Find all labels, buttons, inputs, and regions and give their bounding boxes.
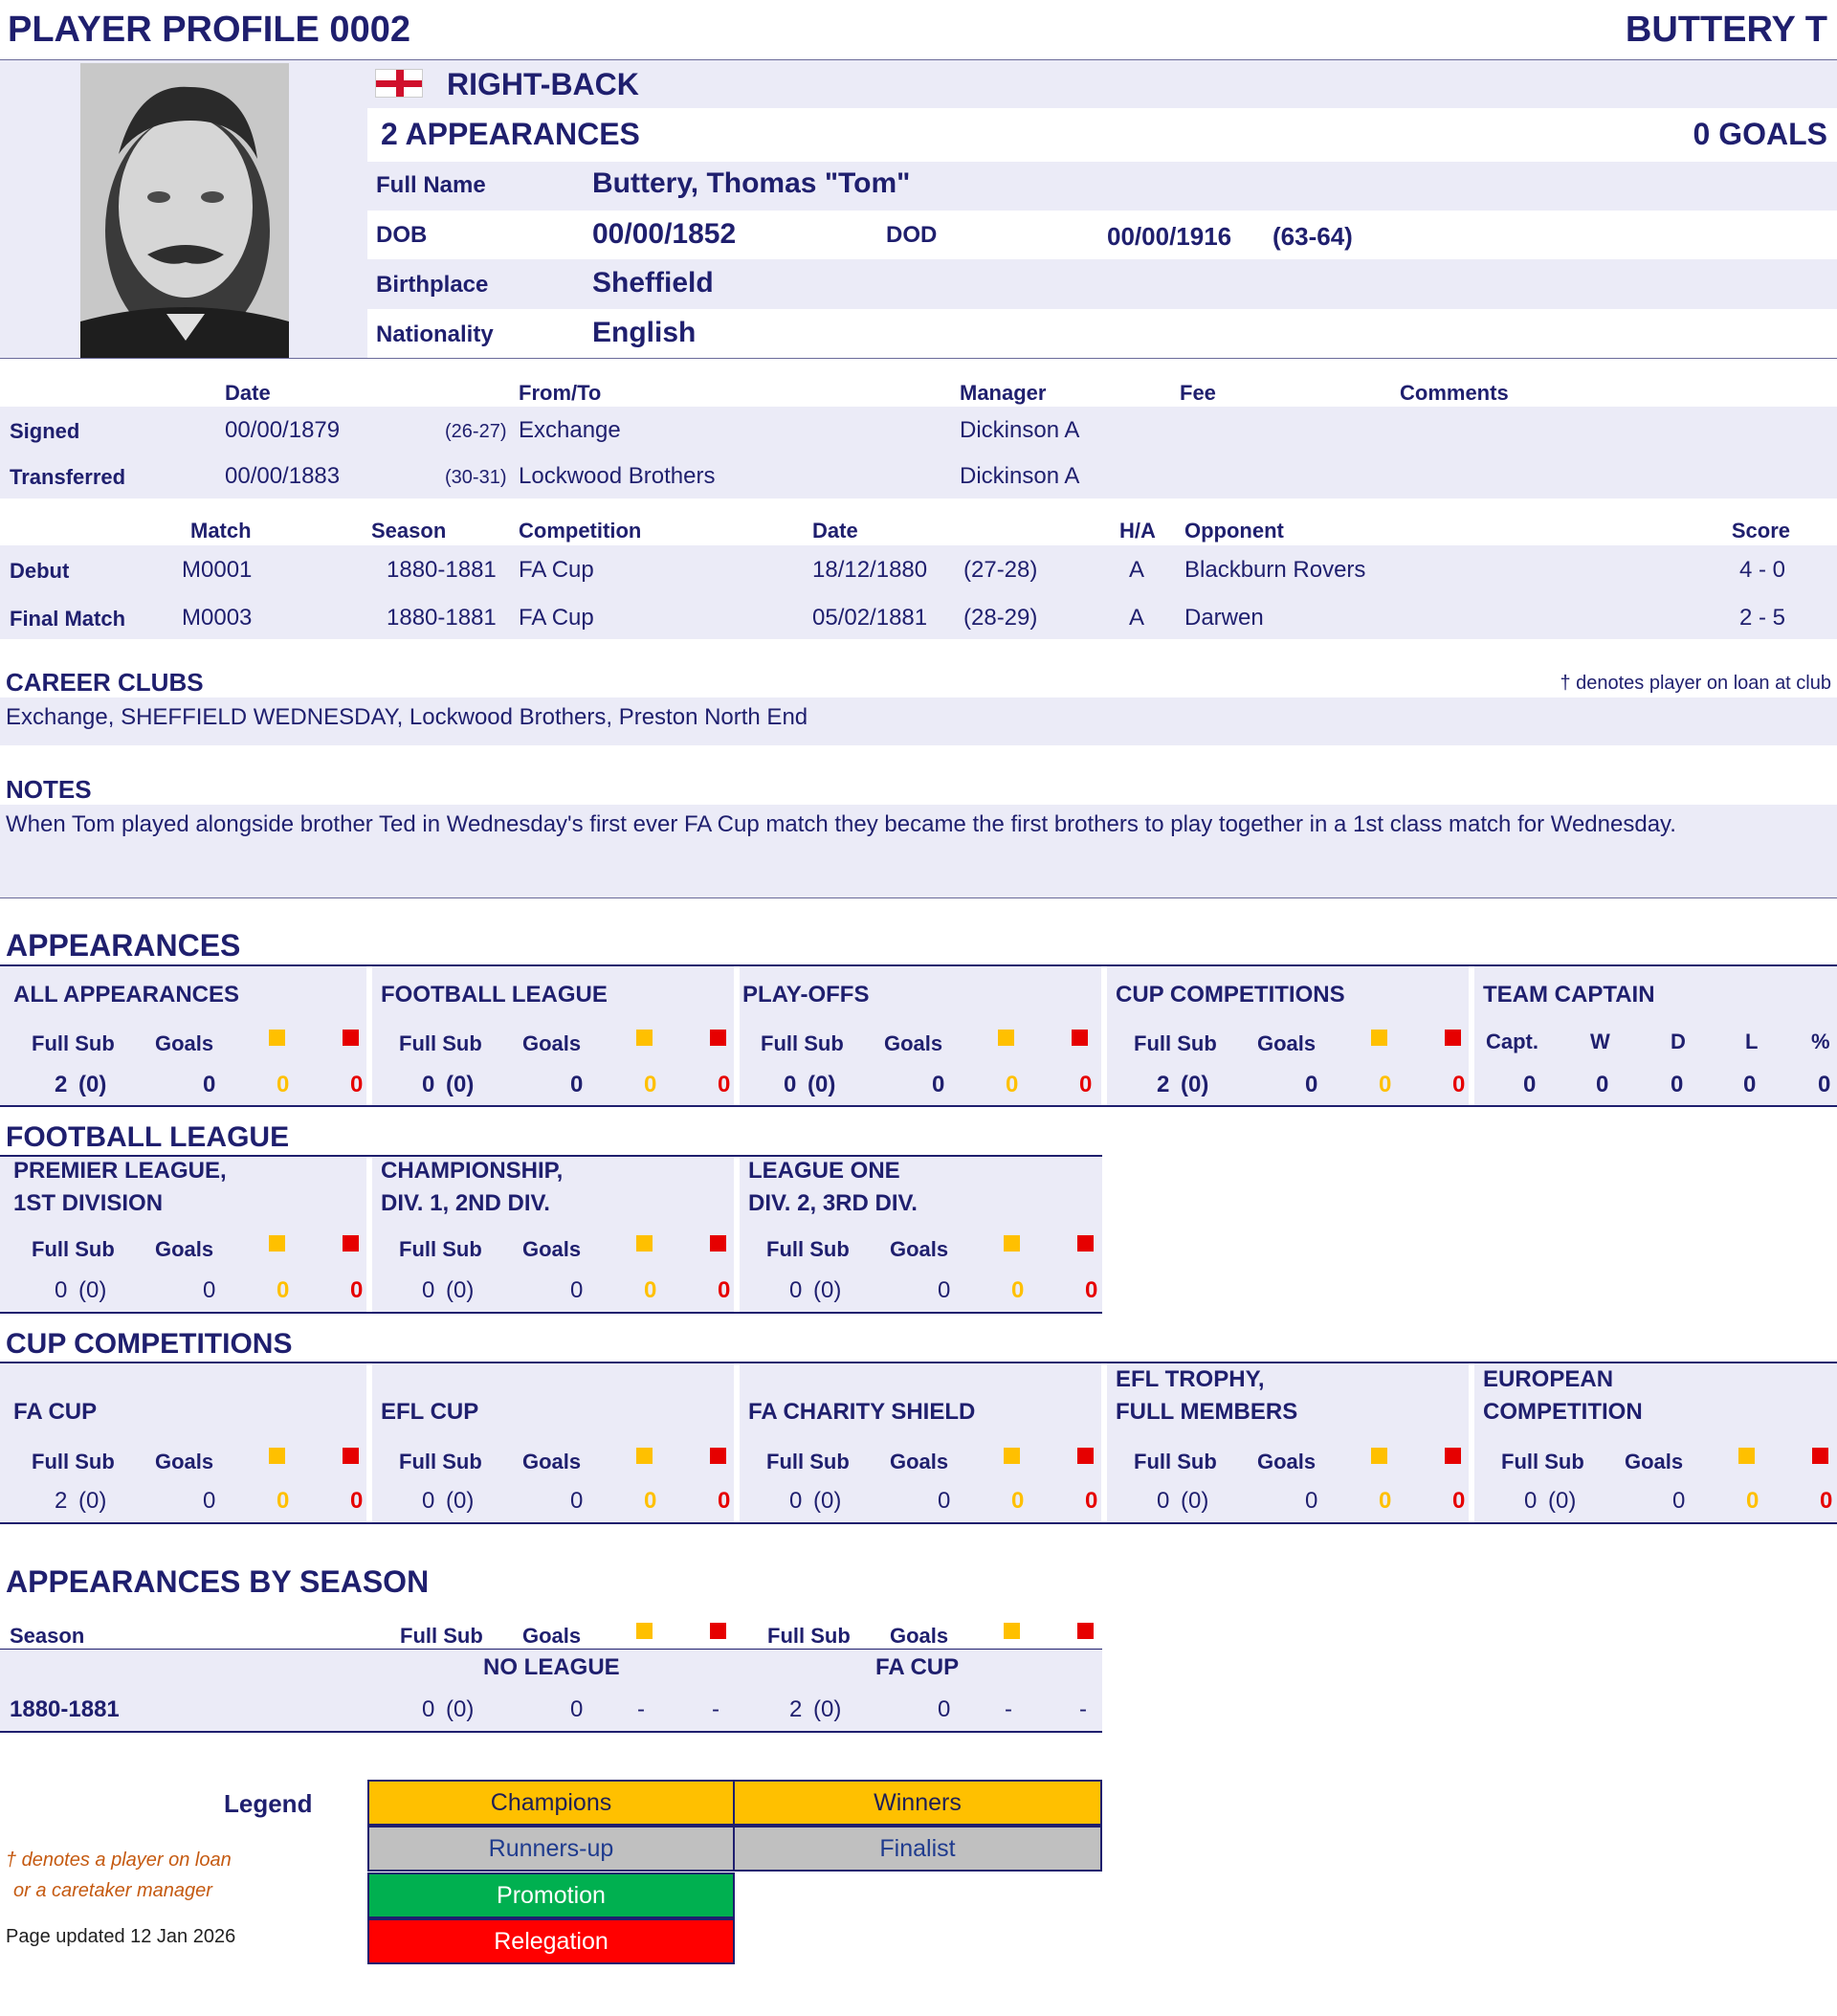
red-card-icon <box>1077 1235 1094 1252</box>
stat-value-sub: (0) <box>808 1072 836 1097</box>
stat-block-title-line2: EFL CUP <box>381 1399 479 1425</box>
notes-title: NOTES <box>6 775 92 804</box>
yellow-card-icon <box>1004 1235 1020 1252</box>
by-season-group-fa-cup: FA CUP <box>875 1654 960 1680</box>
yellow-card-icon <box>636 1030 653 1046</box>
red-card-icon <box>343 1235 359 1252</box>
stat-value-sub: (0) <box>78 1277 107 1303</box>
stat-value-red: 0 <box>1820 1488 1833 1514</box>
stat-value-goals: 0 <box>203 1277 216 1303</box>
stat-value-full: 2 <box>55 1488 68 1514</box>
red-card-icon <box>1077 1623 1094 1639</box>
captain-value-w: 0 <box>1596 1072 1609 1097</box>
stat-value-goals: 0 <box>570 1488 584 1514</box>
stat-value-yellow: 0 <box>1011 1277 1025 1303</box>
stat-header-full-sub: Full Sub <box>766 1237 850 1261</box>
stat-value-yellow: 0 <box>277 1277 290 1303</box>
by-season-group-no-league: NO LEAGUE <box>483 1654 620 1680</box>
full-name-label: Full Name <box>376 172 486 198</box>
career-clubs-list: Exchange, SHEFFIELD WEDNESDAY, Lockwood Brothers, Preston North End <box>6 704 808 730</box>
stat-value-full: 0 <box>784 1072 797 1097</box>
yellow-card-icon <box>269 1235 285 1252</box>
stat-value-sub: (0) <box>78 1072 107 1097</box>
stat-value-sub: (0) <box>446 1072 475 1097</box>
captain-header-pct: % <box>1811 1030 1830 1053</box>
stat-value-full: 0 <box>55 1277 68 1303</box>
stat-value-yellow: 0 <box>1011 1488 1025 1514</box>
stat-value-goals: 0 <box>203 1072 216 1097</box>
stat-value-full: 0 <box>422 1277 435 1303</box>
stat-header-goals: Goals <box>890 1450 949 1473</box>
stat-value-sub: (0) <box>1548 1488 1577 1514</box>
stat-header-goals: Goals <box>155 1237 214 1261</box>
stat-value-sub: (0) <box>813 1277 842 1303</box>
full-name-value: Buttery, Thomas "Tom" <box>592 167 911 199</box>
legend-relegation: Relegation <box>367 1918 735 1964</box>
red-card-icon <box>710 1030 726 1046</box>
yellow-card-icon <box>1004 1448 1020 1464</box>
stat-value-goals: 0 <box>1305 1488 1318 1514</box>
stat-value-yellow: 0 <box>277 1488 290 1514</box>
yellow-card-icon <box>1004 1623 1020 1639</box>
yellow-card-icon <box>998 1030 1014 1046</box>
stat-header-full-sub: Full Sub <box>399 1237 482 1261</box>
stat-block-title: ALL APPEARANCES <box>13 982 240 1008</box>
match-header-date: Date <box>812 519 858 543</box>
transfer-header-manager: Manager <box>960 381 1047 405</box>
stat-value-goals: 0 <box>570 1072 584 1097</box>
red-card-icon <box>710 1448 726 1464</box>
stat-value-yellow: 0 <box>1006 1072 1019 1097</box>
dob-label: DOB <box>376 222 428 248</box>
stat-value-full: 0 <box>422 1072 435 1097</box>
notes-text: When Tom played alongside brother Ted in Wednesday's first ever FA Cup match they became the first brothers to play together in a 1st class match for Wednesday. <box>6 811 1676 837</box>
stat-value-goals: 0 <box>1672 1488 1686 1514</box>
stat-value-red: 0 <box>1085 1488 1098 1514</box>
legend-winners: Winners <box>733 1780 1102 1826</box>
stat-header-goals: Goals <box>890 1237 949 1261</box>
player-photo <box>80 63 289 358</box>
legend-finalist: Finalist <box>733 1826 1102 1872</box>
stat-value-goals: 0 <box>938 1488 951 1514</box>
legend-promotion: Promotion <box>367 1872 735 1918</box>
red-card-icon <box>1812 1448 1828 1464</box>
stat-value-yellow: 0 <box>644 1277 657 1303</box>
stat-block-title-line2: FA CHARITY SHIELD <box>748 1399 976 1425</box>
stat-header-goals: Goals <box>884 1031 943 1055</box>
page-updated: Page updated 12 Jan 2026 <box>6 1926 236 1947</box>
transfer-header-comments: Comments <box>1400 381 1509 405</box>
stat-value-full: 0 <box>422 1488 435 1514</box>
stat-header-goals: Goals <box>1257 1450 1317 1473</box>
stat-value-red: 0 <box>350 1488 364 1514</box>
stat-header-full-sub: Full Sub <box>766 1450 850 1473</box>
by-season-header-season: Season <box>10 1624 85 1648</box>
red-card-icon <box>343 1030 359 1046</box>
stat-value-sub: (0) <box>78 1488 107 1514</box>
stat-value-goals: 0 <box>203 1488 216 1514</box>
team-captain-title: TEAM CAPTAIN <box>1483 982 1655 1008</box>
nationality-label: Nationality <box>376 321 494 347</box>
yellow-card-icon <box>1371 1448 1387 1464</box>
stat-block-title: PLAY-OFFS <box>742 982 870 1008</box>
stat-header-goals: Goals <box>155 1031 214 1055</box>
stat-value-red: 0 <box>718 1488 731 1514</box>
dod-value: 00/00/1916 <box>1107 222 1232 251</box>
stat-value-full: 0 <box>1157 1488 1170 1514</box>
appearances-total: 2 APPEARANCES <box>381 117 640 151</box>
legend-note-caretaker: or a caretaker manager <box>13 1880 212 1901</box>
stat-header-goals: Goals <box>1257 1031 1317 1055</box>
stat-header-full-sub: Full Sub <box>32 1237 115 1261</box>
stat-block-title: CUP COMPETITIONS <box>1116 982 1345 1008</box>
captain-header-w: W <box>1590 1030 1610 1053</box>
stat-value-sub: (0) <box>446 1277 475 1303</box>
stat-header-goals: Goals <box>155 1450 214 1473</box>
stat-block-title-line2: COMPETITION <box>1483 1399 1643 1425</box>
dod-age: (63-64) <box>1273 222 1353 251</box>
goals-total: 0 GOALS <box>1693 117 1827 151</box>
stat-header-goals: Goals <box>522 1450 582 1473</box>
stat-value-full: 0 <box>789 1488 803 1514</box>
match-header-competition: Competition <box>519 519 642 543</box>
stat-value-yellow: 0 <box>1379 1488 1392 1514</box>
stat-block-title-line2: FULL MEMBERS <box>1116 1399 1298 1425</box>
stat-block-title-line2: 1ST DIVISION <box>13 1190 164 1216</box>
stat-value-red: 0 <box>1452 1488 1466 1514</box>
yellow-card-icon <box>636 1623 653 1639</box>
nationality-value: English <box>592 317 697 348</box>
stat-value-goals: 0 <box>938 1277 951 1303</box>
match-header-season: Season <box>371 519 447 543</box>
captain-value-pct: 0 <box>1818 1072 1831 1097</box>
stat-value-sub: (0) <box>1181 1488 1209 1514</box>
stat-value-sub: (0) <box>813 1488 842 1514</box>
stat-value-yellow: 0 <box>277 1072 290 1097</box>
stat-header-full-sub: Full Sub <box>1134 1031 1217 1055</box>
yellow-card-icon <box>636 1235 653 1252</box>
captain-header-l: L <box>1745 1030 1759 1053</box>
stat-header-goals: Goals <box>522 1031 582 1055</box>
stat-block-title-line2: DIV. 1, 2ND DIV. <box>381 1190 550 1216</box>
stat-value-sub: (0) <box>1181 1072 1209 1097</box>
stat-header-full-sub: Full Sub <box>32 1450 115 1473</box>
match-header-ha: H/A <box>1119 519 1156 543</box>
stat-header-full-sub: Full Sub <box>399 1031 482 1055</box>
football-league-title: FOOTBALL LEAGUE <box>6 1121 290 1153</box>
stat-header-goals: Goals <box>522 1237 582 1261</box>
red-card-icon <box>1445 1030 1461 1046</box>
stat-value-goals: 0 <box>570 1277 584 1303</box>
career-clubs-title: CAREER CLUBS <box>6 668 204 697</box>
stat-value-red: 0 <box>1079 1072 1093 1097</box>
by-season-title: APPEARANCES BY SEASON <box>6 1564 430 1599</box>
stat-block-title: FOOTBALL LEAGUE <box>381 982 608 1008</box>
transfer-header-from-to: From/To <box>519 381 602 405</box>
stat-block-title-line1: CHAMPIONSHIP, <box>381 1158 564 1184</box>
birthplace-label: Birthplace <box>376 272 489 298</box>
legend-champions: Champions <box>367 1780 735 1826</box>
stat-value-red: 0 <box>350 1277 364 1303</box>
stat-block-title-line2: DIV. 2, 3RD DIV. <box>748 1190 918 1216</box>
stat-value-full: 2 <box>55 1072 68 1097</box>
stat-value-red: 0 <box>1085 1277 1098 1303</box>
cup-competitions-title: CUP COMPETITIONS <box>6 1328 293 1360</box>
loan-note: † denotes player on loan at club <box>1560 673 1831 694</box>
stat-value-goals: 0 <box>932 1072 945 1097</box>
captain-header-capt: Capt. <box>1486 1030 1538 1053</box>
stat-header-goals: Goals <box>1625 1450 1684 1473</box>
yellow-card-icon <box>1371 1030 1387 1046</box>
red-card-icon <box>1077 1448 1094 1464</box>
stat-value-red: 0 <box>718 1072 731 1097</box>
stat-value-red: 0 <box>1452 1072 1466 1097</box>
transfer-header-date: Date <box>225 381 271 405</box>
red-card-icon <box>343 1448 359 1464</box>
player-photo-image <box>80 63 289 358</box>
red-card-icon <box>710 1235 726 1252</box>
birthplace-value: Sheffield <box>592 267 714 299</box>
yellow-card-icon <box>269 1448 285 1464</box>
red-card-icon <box>1445 1448 1461 1464</box>
yellow-card-icon <box>1738 1448 1755 1464</box>
captain-value-l: 0 <box>1743 1072 1757 1097</box>
stat-value-yellow: 0 <box>1746 1488 1760 1514</box>
stat-header-full-sub: Full Sub <box>1134 1450 1217 1473</box>
stat-value-yellow: 0 <box>644 1488 657 1514</box>
stat-header-full-sub: Full Sub <box>399 1450 482 1473</box>
stat-header-full-sub: Full Sub <box>761 1031 844 1055</box>
transfer-header-fee: Fee <box>1180 381 1216 405</box>
stat-block-title-line1: EUROPEAN <box>1483 1366 1614 1392</box>
match-header-score: Score <box>1731 519 1790 543</box>
legend-runners-up: Runners-up <box>367 1826 735 1872</box>
england-flag-icon <box>375 69 423 98</box>
yellow-card-icon <box>269 1030 285 1046</box>
match-header-match: Match <box>190 519 252 543</box>
stat-block-title-line1: EFL TROPHY, <box>1116 1366 1265 1392</box>
stat-value-red: 0 <box>718 1277 731 1303</box>
stat-header-full-sub: Full Sub <box>1501 1450 1584 1473</box>
yellow-card-icon <box>636 1448 653 1464</box>
stat-block-title-line1: PREMIER LEAGUE, <box>13 1158 227 1184</box>
stat-value-goals: 0 <box>1305 1072 1318 1097</box>
page-title: PLAYER PROFILE 0002 <box>8 10 410 50</box>
stat-value-full: 0 <box>789 1277 803 1303</box>
stat-header-full-sub: Full Sub <box>32 1031 115 1055</box>
appearances-title: APPEARANCES <box>6 928 241 963</box>
player-position: RIGHT-BACK <box>447 67 639 101</box>
dod-label: DOD <box>886 222 938 248</box>
captain-header-d: D <box>1671 1030 1686 1053</box>
captain-value-d: 0 <box>1671 1072 1684 1097</box>
legend-note-loan: † denotes a player on loan <box>6 1850 232 1871</box>
stat-value-full: 0 <box>1524 1488 1538 1514</box>
red-card-icon <box>710 1623 726 1639</box>
stat-value-sub: (0) <box>446 1488 475 1514</box>
stat-block-title-line2: FA CUP <box>13 1399 98 1425</box>
legend-title: Legend <box>224 1789 313 1818</box>
stat-block-title-line1: LEAGUE ONE <box>748 1158 900 1184</box>
stat-value-red: 0 <box>350 1072 364 1097</box>
player-surname: BUTTERY T <box>1625 10 1827 50</box>
match-header-opponent: Opponent <box>1184 519 1284 543</box>
stat-value-yellow: 0 <box>644 1072 657 1097</box>
captain-value-capt: 0 <box>1523 1072 1537 1097</box>
red-card-icon <box>1072 1030 1088 1046</box>
stat-value-yellow: 0 <box>1379 1072 1392 1097</box>
stat-value-full: 2 <box>1157 1072 1170 1097</box>
dob-value: 00/00/1852 <box>592 218 737 250</box>
